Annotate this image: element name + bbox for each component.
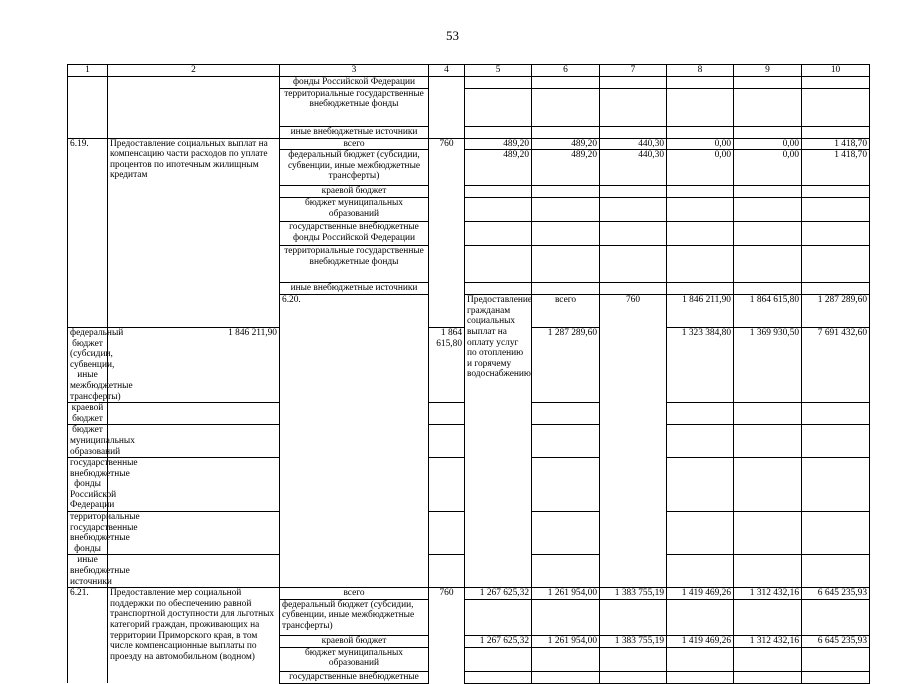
item-title: Предоставление социальных выплат на компенсацию части расходов по уплате процентов по ипотечным жилищным кредитам [108,138,280,327]
value-cell: 1 418,70 [802,138,870,150]
cell [802,222,870,246]
cell [465,246,532,283]
funding-source: краевой бюджет [68,403,108,425]
funding-source: всего [532,295,600,328]
value-cell: 1 369 930,50 [734,327,802,402]
cell [667,403,734,425]
column-header: 5 [465,65,532,77]
funding-source: бюджет муниципальных образований [68,425,108,458]
cell [600,647,667,671]
value-cell: 489,20 [532,150,600,186]
cell [802,671,870,683]
funding-source: территориальные государственные внебюджетные фонды [280,246,429,283]
value-cell: 1 419 469,26 [667,588,734,600]
cell [600,186,667,198]
cell [532,458,600,512]
funding-source: фонды Российской Федерации [280,77,429,89]
cell [667,126,734,138]
cell [465,647,532,671]
cell [429,77,465,139]
value-cell: 489,20 [465,138,532,150]
cell [600,88,667,126]
funding-source: бюджет муниципальных образований [280,198,429,222]
funding-source: всего [280,138,429,150]
column-header: 7 [600,65,667,77]
cell [600,222,667,246]
funding-source: федеральный бюджет (субсидии, субвенции, иные межбюджетные трансферты) [280,599,429,635]
cell [734,246,802,283]
cell [465,88,532,126]
cell [802,126,870,138]
cell [429,403,465,425]
funding-source: государственные внебюджетные фонды Российской Федерации [68,458,108,512]
funding-source: федеральный бюджет (субсидии, субвенции, иные межбюджетные трансферты) [280,150,429,186]
cell [532,222,600,246]
cell [734,222,802,246]
cell [802,283,870,295]
funding-source: краевой бюджет [280,186,429,198]
cell [600,246,667,283]
cell [667,186,734,198]
cell [667,88,734,126]
cell [532,403,600,425]
cell [68,77,108,139]
funding-source: федеральный бюджет (субсидии, субвенции, иные межбюджетные трансферты) [68,327,108,402]
cell [108,403,280,425]
cell [802,425,870,458]
cell [600,599,667,635]
cell [802,198,870,222]
table-row [68,588,870,600]
cell [532,283,600,295]
funding-source: бюджет муниципальных образований [280,647,429,671]
table-row [68,77,870,89]
cell [734,512,802,555]
value-cell: 489,20 [532,138,600,150]
column-header: 10 [802,65,870,77]
cell [532,671,600,683]
cell [108,77,280,139]
cell [429,458,465,512]
column-header: 3 [280,65,429,77]
cell [108,555,280,588]
funding-source: краевой бюджет [280,635,429,647]
cell [465,77,532,89]
item-number: 6.19. [68,138,108,327]
table-row [68,138,870,150]
value-cell: 1 864 615,80 [429,327,465,402]
item-title: Предоставление мер социальной поддержки по обеспечению равной транспортной доступности для льготных категорий граждан, проживающих на территории Приморского края, в том числе компенсационные выплаты по проезду на автомобильном (водном) [108,588,280,684]
value-cell: 0,00 [667,150,734,186]
value-cell: 1 383 755,19 [600,588,667,600]
funding-source: всего [280,588,429,600]
column-header: 2 [108,65,280,77]
value-cell: 0,00 [734,138,802,150]
cell [667,283,734,295]
cell [734,186,802,198]
cell [734,425,802,458]
cell [465,599,532,635]
cell [667,512,734,555]
cell [667,425,734,458]
cell [667,458,734,512]
cell [734,126,802,138]
value-cell: 1 261 954,00 [532,588,600,600]
cell [667,647,734,671]
value-cell: 1 261 954,00 [532,635,600,647]
cell [667,77,734,89]
column-header: 8 [667,65,734,77]
value-cell: 1 418,70 [802,150,870,186]
value-cell: 440,30 [600,150,667,186]
cell [465,126,532,138]
value-cell: 6 645 235,93 [802,588,870,600]
value-cell: 7 691 432,60 [802,327,870,402]
cell [802,186,870,198]
value-cell: 0,00 [734,150,802,186]
value-cell: 1 846 211,90 [108,327,280,402]
cell [532,425,600,458]
cell [734,77,802,89]
value-cell: 0,00 [667,138,734,150]
value-cell: 1 312 432,16 [734,588,802,600]
value-cell: 440,30 [600,138,667,150]
value-cell: 1 323 384,80 [667,327,734,402]
cell [429,555,465,588]
value-cell: 1 383 755,19 [600,635,667,647]
cell [734,88,802,126]
funding-source: иные внебюджетные источники [280,283,429,295]
value-cell: 1 846 211,90 [667,295,734,328]
cell [532,512,600,555]
value-cell: 1 267 625,32 [465,635,532,647]
item-code: 760 [429,138,465,327]
cell [667,222,734,246]
funding-source: иные внебюджетные источники [280,126,429,138]
cell [532,555,600,588]
cell [734,599,802,635]
column-header: 9 [734,65,802,77]
cell [802,512,870,555]
cell [429,425,465,458]
cell [465,671,532,683]
column-header: 6 [532,65,600,77]
cell [600,126,667,138]
cell [465,222,532,246]
cell [532,599,600,635]
cell [734,671,802,683]
cell [532,77,600,89]
cell [734,403,802,425]
value-cell: 1 267 625,32 [465,588,532,600]
value-cell: 489,20 [465,150,532,186]
item-code: 760 [600,295,667,588]
budget-table [67,64,870,684]
value-cell: 1 864 615,80 [734,295,802,328]
cell [734,458,802,512]
cell [532,186,600,198]
cell [532,647,600,671]
item-code: 760 [429,588,465,684]
cell [532,246,600,283]
cell [734,555,802,588]
cell [465,186,532,198]
cell [532,198,600,222]
cell [465,283,532,295]
cell [734,647,802,671]
item-number: 6.20. [280,295,429,588]
cell [802,77,870,89]
cell [802,599,870,635]
page-number: 53 [446,28,459,43]
cell [802,246,870,283]
cell [532,126,600,138]
cell [802,458,870,512]
column-header: 1 [68,65,108,77]
value-cell: 1 312 432,16 [734,635,802,647]
cell [667,555,734,588]
cell [600,671,667,683]
value-cell: 1 287 289,60 [802,295,870,328]
cell [734,283,802,295]
cell [532,88,600,126]
cell [600,283,667,295]
value-cell: 6 645 235,93 [802,635,870,647]
cell [667,599,734,635]
cell [465,198,532,222]
cell [667,671,734,683]
value-cell: 1 287 289,60 [532,327,600,402]
funding-source: иные внебюджетные источники [68,555,108,588]
cell [802,88,870,126]
cell [802,555,870,588]
funding-source: государственные внебюджетные [280,671,429,683]
cell [734,198,802,222]
funding-source: государственные внебюджетные фонды Российской Федерации [280,222,429,246]
cell [802,647,870,671]
column-header: 4 [429,65,465,77]
funding-source: территориальные государственные внебюджетные фонды [68,512,108,555]
item-title: Предоставление гражданам социальных выплат на оплату услуг по отоплению и горячему водоснабжению [465,295,532,588]
cell [667,198,734,222]
cell [667,246,734,283]
column-number-row [68,65,870,77]
cell [600,198,667,222]
item-number: 6.21. [68,588,108,684]
cell [802,403,870,425]
cell [600,77,667,89]
value-cell: 1 419 469,26 [667,635,734,647]
cell [429,512,465,555]
funding-source: территориальные государственные внебюджетные фонды [280,88,429,126]
